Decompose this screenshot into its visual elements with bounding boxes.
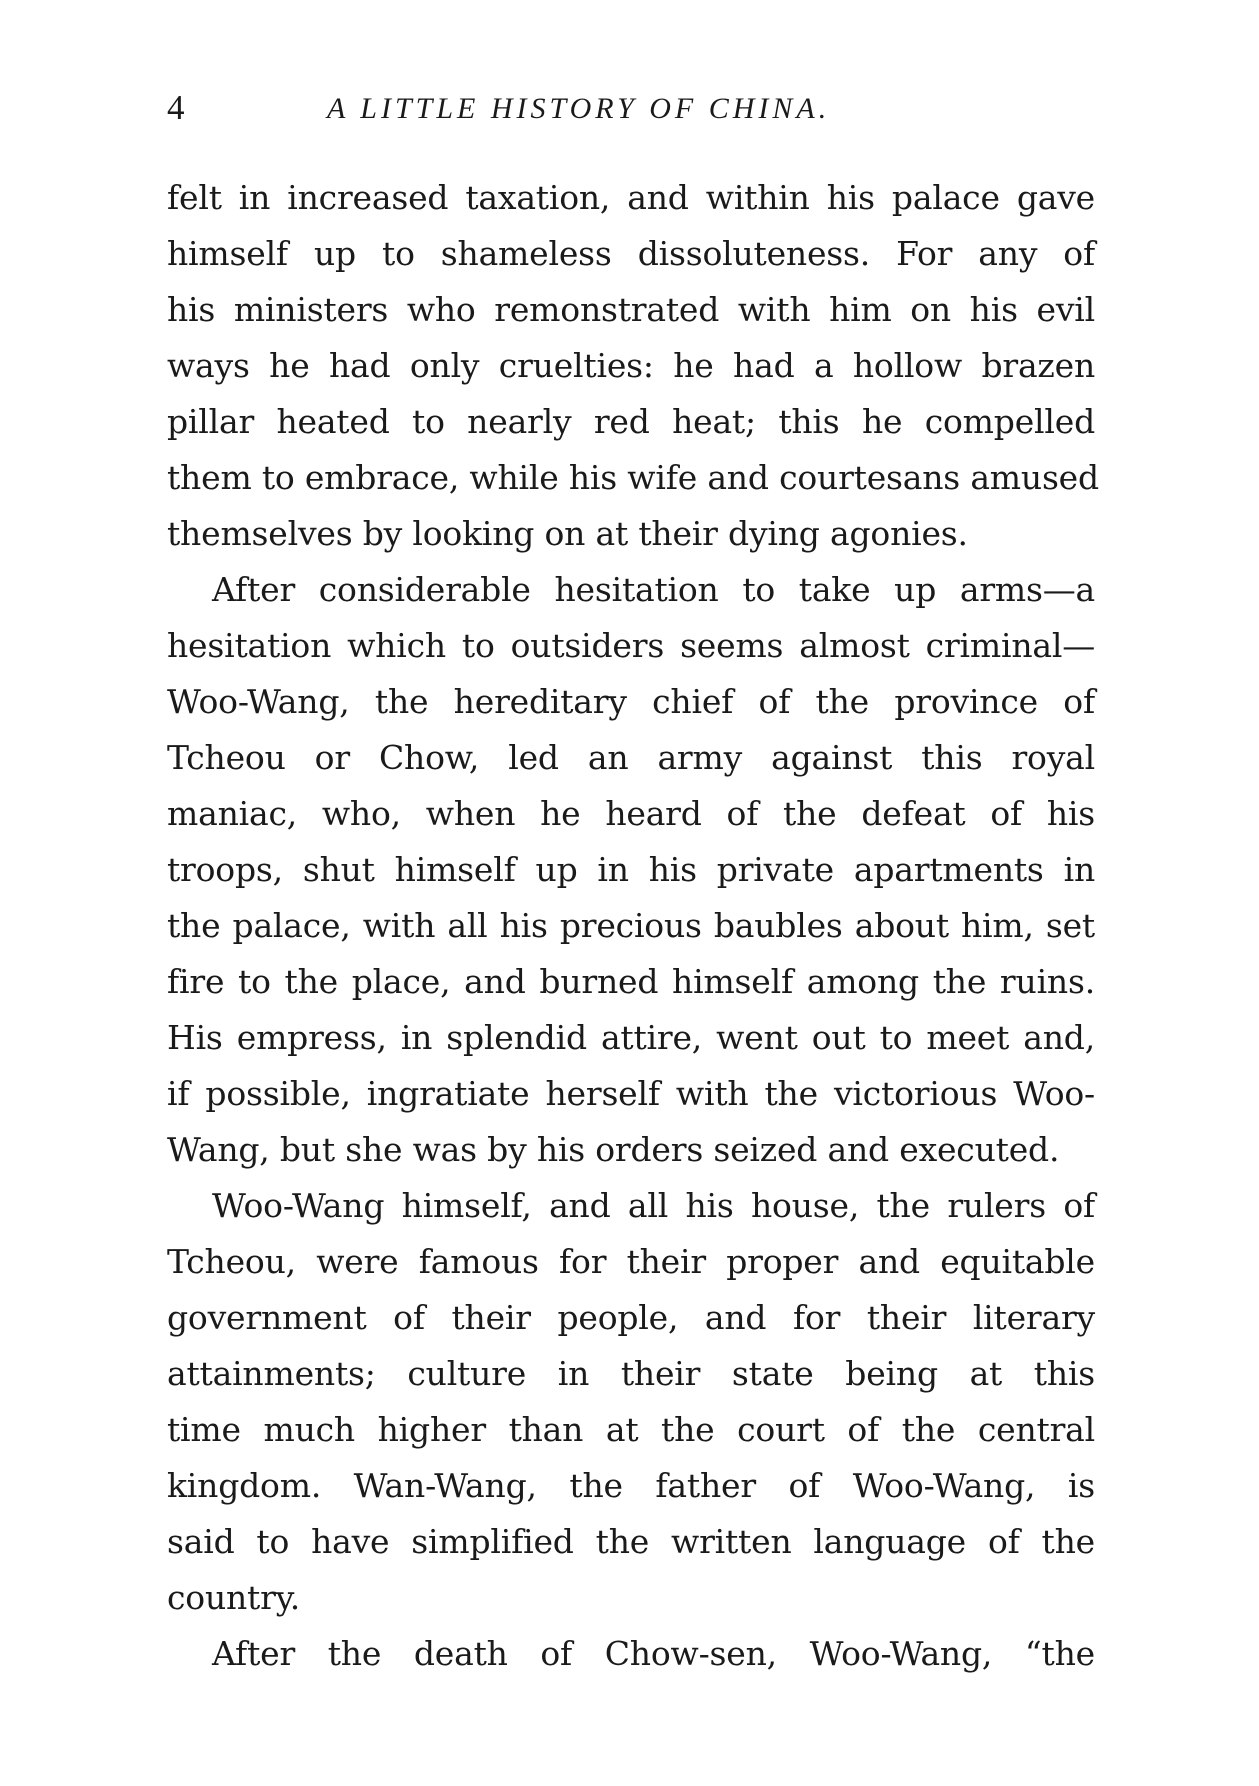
text-line: Woo-Wang, the hereditary chief of the province of (167, 682, 1095, 721)
text-line: ways he had only cruelties: he had a hollow brazen (167, 346, 1095, 385)
text-line: After considerable hesitation to take up arms—a (212, 570, 1095, 609)
text-line: fire to the place, and burned himself among the ruins. (167, 962, 1095, 1001)
text-line: the palace, with all his precious baubles about him, set (167, 906, 1095, 945)
page-number: 4 (167, 88, 185, 127)
text-line: Tcheou, were famous for their proper and equitable (167, 1242, 1095, 1281)
text-line: if possible, ingratiate herself with the victorious Woo- (167, 1074, 1095, 1113)
page-header (167, 88, 1087, 138)
text-line: his ministers who remonstrated with him on his evil (167, 290, 1095, 329)
text-line: Tcheou or Chow, led an army against this royal (167, 738, 1095, 777)
text-line: Wang, but she was by his orders seized and executed. (167, 1130, 1060, 1169)
text-line: His empress, in splendid attire, went out to meet and, (167, 1018, 1095, 1057)
running-title: A LITTLE HISTORY OF CHINA. (327, 92, 831, 125)
text-line: said to have simplified the written language of the (167, 1522, 1095, 1561)
text-line: troops, shut himself up in his private apartments in (167, 850, 1095, 889)
text-line: government of their people, and for their literary (167, 1298, 1095, 1337)
body-text (167, 170, 1099, 1682)
text-line: Woo-Wang himself, and all his house, the rulers of (212, 1186, 1095, 1225)
text-line: time much higher than at the court of the central (167, 1410, 1095, 1449)
text-line: pillar heated to nearly red heat; this he compelled (167, 402, 1095, 441)
text-line: After the death of Chow-sen, Woo-Wang, “the (212, 1634, 1095, 1673)
text-line: themselves by looking on at their dying agonies. (167, 514, 968, 553)
text-line: them to embrace, while his wife and courtesans amused (167, 458, 1099, 497)
text-line: attainments; culture in their state being at this (167, 1354, 1095, 1393)
text-line: hesitation which to outsiders seems almost criminal— (167, 626, 1095, 665)
text-line: kingdom. Wan-Wang, the father of Woo-Wang, is (167, 1466, 1095, 1505)
text-line: country. (167, 1578, 301, 1617)
text-line: maniac, who, when he heard of the defeat of his (167, 794, 1095, 833)
text-line: himself up to shameless dissoluteness. For any of (167, 234, 1095, 273)
text-line: felt in increased taxation, and within his palace gave (167, 178, 1095, 217)
